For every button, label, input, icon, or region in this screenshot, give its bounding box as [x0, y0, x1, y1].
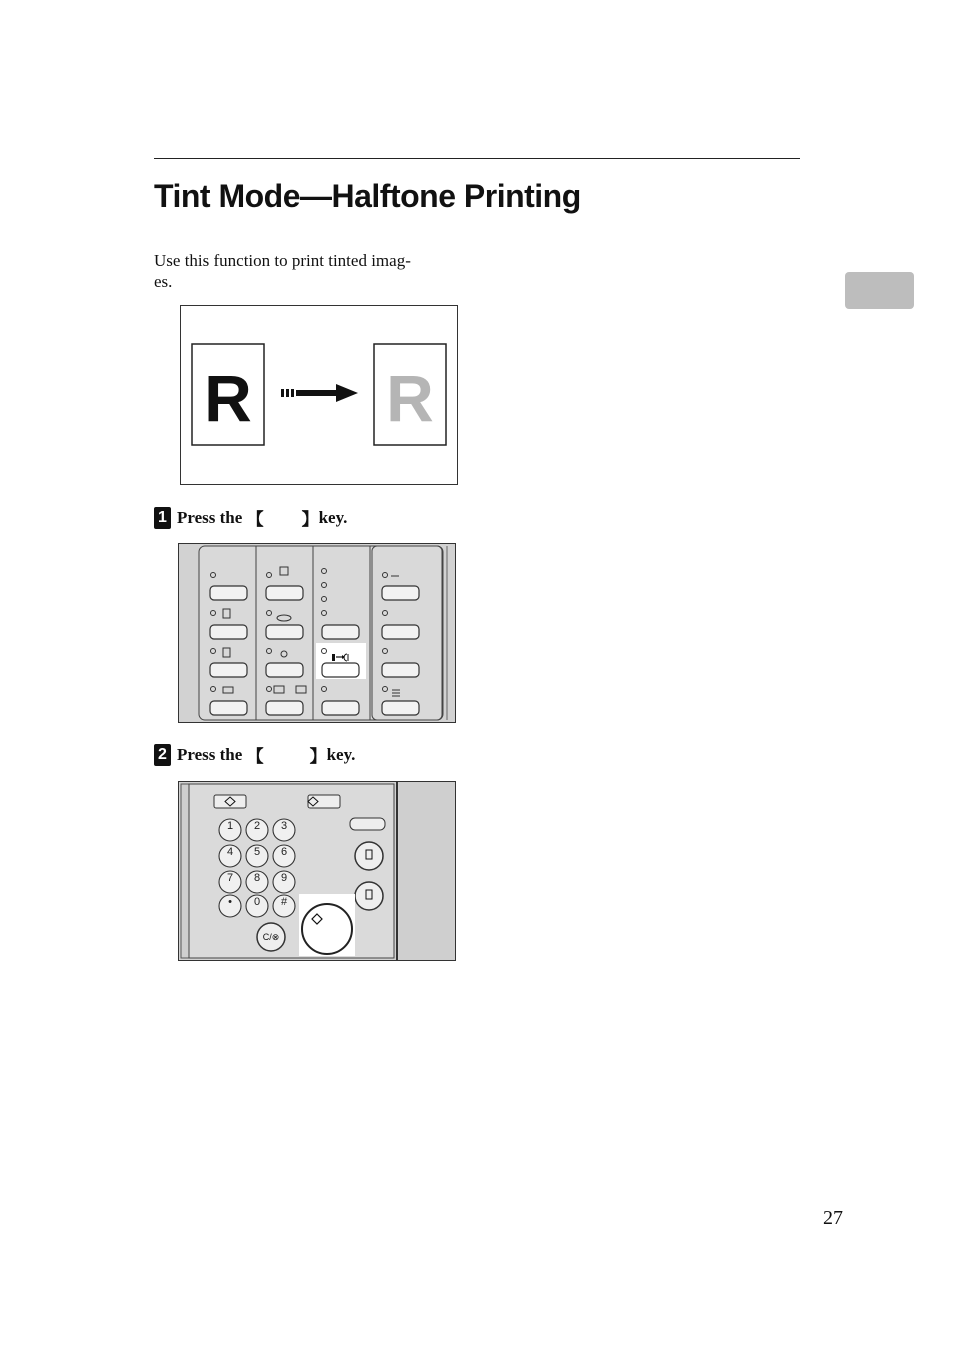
keypad-key-label: 0	[253, 896, 261, 908]
step-1-open-bracket: 【	[246, 510, 264, 529]
step-1-number: 1	[154, 507, 171, 529]
keypad-key-label: 2	[253, 820, 261, 832]
page-number: 27	[823, 1207, 843, 1229]
keypad-key-label: 3	[280, 820, 288, 832]
tinted-letter: R	[386, 361, 434, 435]
step-1-suffix: key.	[318, 507, 348, 527]
operation-panel-illustration	[178, 543, 456, 723]
tint-illustration	[180, 305, 458, 485]
keypad-key-label: #	[280, 896, 288, 908]
step-2-number: 2	[154, 744, 171, 766]
original-letter: R	[204, 361, 252, 435]
header-rule	[154, 158, 800, 159]
keypad-key-label: 9	[280, 872, 288, 884]
keypad-key-label: 6	[280, 846, 288, 858]
step-2-prefix: Press the	[177, 744, 243, 764]
keypad-key-label: 4	[226, 846, 234, 858]
step-2	[154, 742, 355, 767]
clear-key-label: C/⊗	[262, 932, 280, 942]
step-2-open-bracket: 【	[246, 747, 264, 766]
step-1	[154, 505, 347, 530]
page-title: Tint Mode—Halftone Printing	[154, 178, 581, 214]
intro-line-1: Use this function to print tinted imag-	[154, 251, 411, 270]
step-2-suffix: key.	[326, 744, 356, 764]
keypad-illustration	[178, 781, 456, 961]
step-2-close-bracket: 】	[309, 747, 327, 766]
intro-text	[154, 250, 464, 292]
keypad-key-label: 7	[226, 872, 234, 884]
keypad-key-label: 1	[226, 820, 234, 832]
start-key	[302, 904, 352, 954]
chapter-tab	[845, 272, 914, 309]
step-1-prefix: Press the	[177, 507, 243, 527]
step-1-close-bracket: 】	[301, 510, 319, 529]
intro-line-2: es.	[154, 272, 173, 291]
keypad-key-label: 5	[253, 846, 261, 858]
keypad-key-label: 8	[253, 872, 261, 884]
keypad-key-label: •	[228, 896, 232, 908]
